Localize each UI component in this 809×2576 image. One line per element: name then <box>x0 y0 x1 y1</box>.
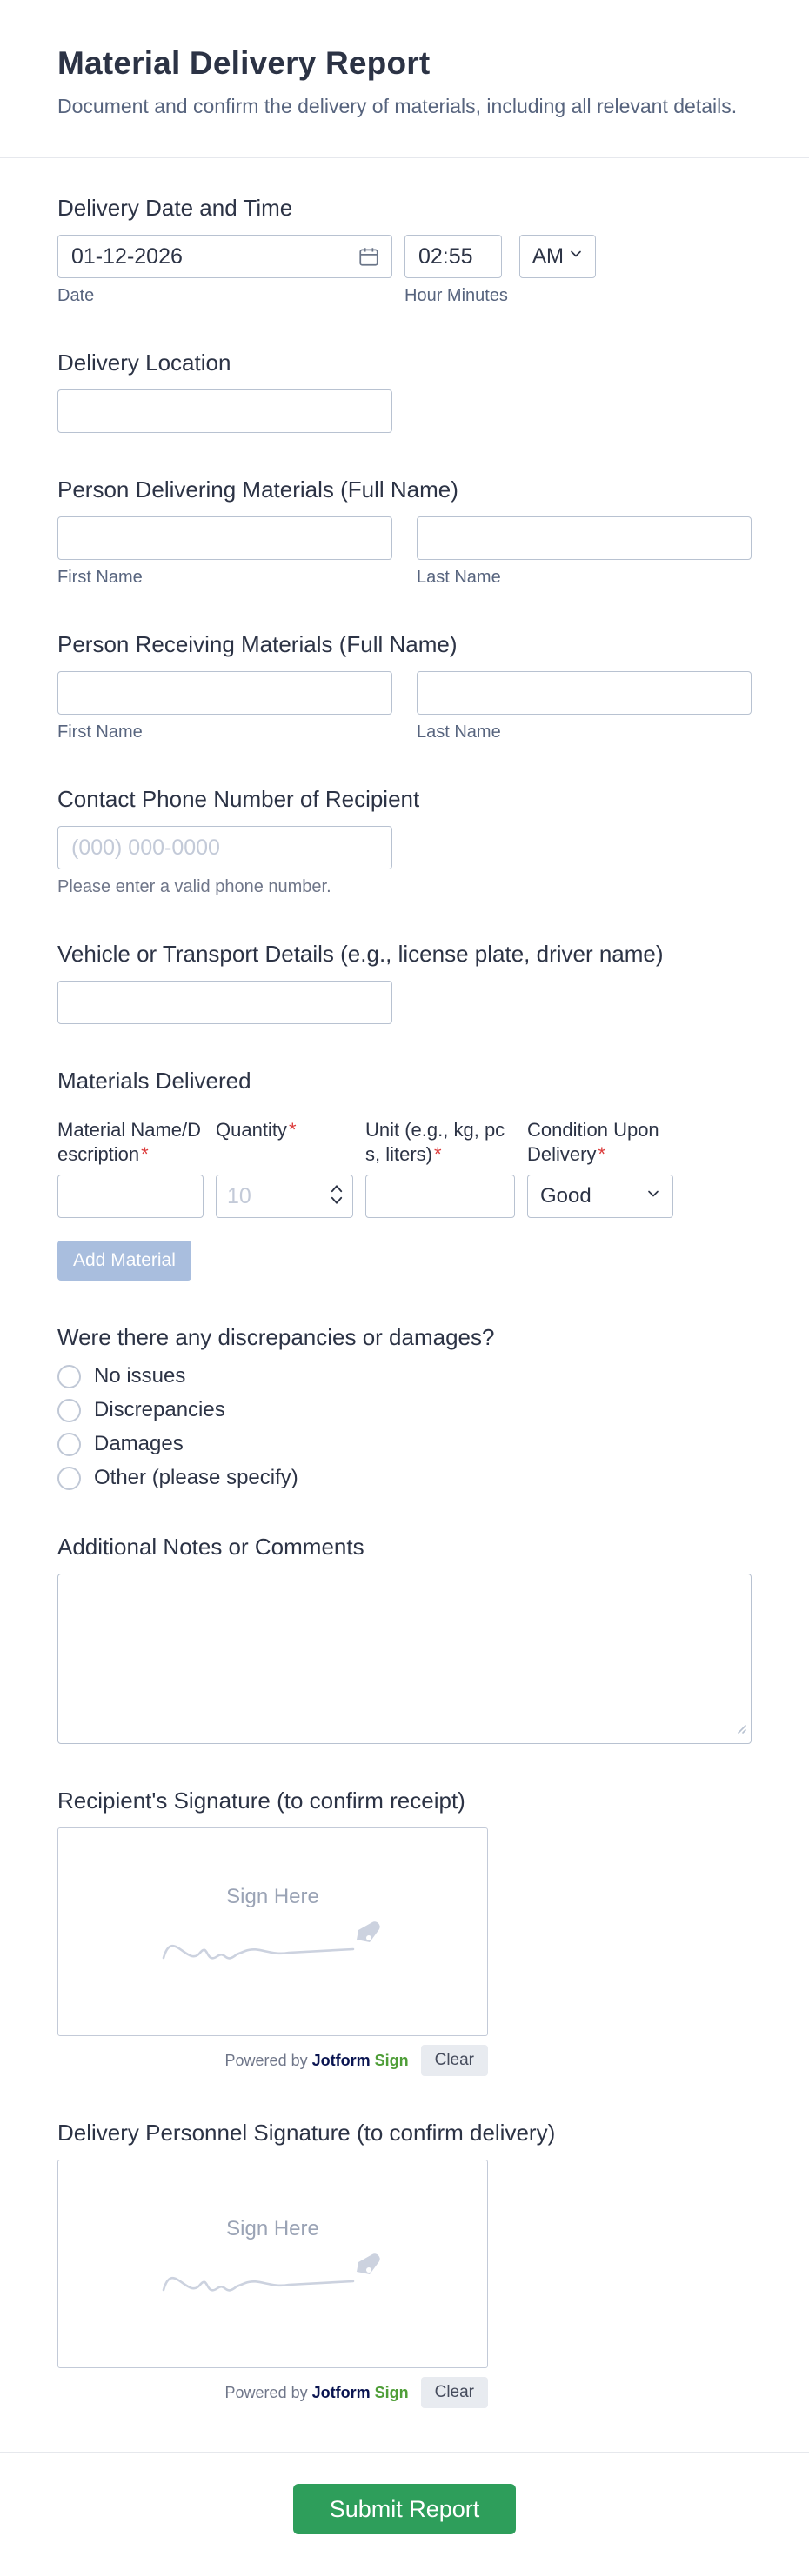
recipient-name-row <box>57 671 752 742</box>
question-recipient-signature <box>57 1787 752 2076</box>
clear-signature-button[interactable]: Clear <box>421 2045 488 2076</box>
deliverer-last-name-input[interactable] <box>417 516 752 560</box>
question-person-receiving <box>57 631 752 742</box>
recipient-signature-label: Recipient's Signature (to confirm receipt) <box>57 1787 465 1814</box>
condition-value: Good <box>540 1184 592 1208</box>
quantity-stepper[interactable] <box>329 1181 344 1208</box>
page-subtitle: Document and confirm the delivery of materials, including all relevant details. <box>57 95 738 117</box>
phone-label: Contact Phone Number of Recipient <box>57 786 420 812</box>
sign-brand: Sign <box>374 2383 409 2401</box>
location-input[interactable] <box>57 389 392 433</box>
pen-icon <box>357 2253 380 2274</box>
vehicle-label: Vehicle or Transport Details (e.g., license plate, driver name) <box>57 941 664 967</box>
form-header <box>0 0 809 157</box>
materials-col-condition: Condition Upon Delivery* <box>527 1119 659 1165</box>
ampm-field-group <box>519 235 596 278</box>
submit-row <box>0 2453 809 2576</box>
submit-report-button[interactable]: Submit Report <box>293 2484 517 2534</box>
calendar-icon[interactable] <box>358 245 380 272</box>
powered-by-text: Powered by Jotform Sign <box>224 2051 409 2069</box>
deliverer-first-name-input[interactable] <box>57 516 392 560</box>
radio-option-damages[interactable] <box>57 1432 752 1456</box>
time-sublabel: Hour Minutes <box>404 286 508 305</box>
chevron-down-icon <box>567 244 585 269</box>
question-materials-delivered <box>57 1068 752 1281</box>
material-name-input[interactable] <box>57 1175 204 1218</box>
datetime-row <box>57 235 752 306</box>
ampm-value: AM <box>532 244 564 268</box>
sign-here-row <box>214 1885 331 1909</box>
materials-input-row <box>57 1175 752 1218</box>
question-additional-notes <box>57 1534 752 1744</box>
materials-label: Materials Delivered <box>57 1068 251 1094</box>
deliverer-first-sublabel: First Name <box>57 568 143 587</box>
phone-helper-text: Please enter a valid phone number. <box>57 877 331 896</box>
spinner-down-icon[interactable] <box>329 1195 344 1208</box>
radio-label: Damages <box>94 1432 184 1455</box>
recipient-first-name-input[interactable] <box>57 671 392 715</box>
radio-label: Discrepancies <box>94 1398 225 1421</box>
question-contact-phone <box>57 786 752 897</box>
notes-wrap <box>57 1574 752 1744</box>
required-marker: * <box>288 1119 297 1141</box>
spinner-up-icon[interactable] <box>329 1181 344 1195</box>
clear-signature-button[interactable]: Clear <box>421 2377 488 2408</box>
required-marker: * <box>141 1143 149 1165</box>
date-input-wrap <box>57 235 392 278</box>
recipient-first-group <box>57 671 392 742</box>
recipient-last-sublabel: Last Name <box>417 722 501 742</box>
deliverer-label: Person Delivering Materials (Full Name) <box>57 476 458 503</box>
date-sublabel: Date <box>57 286 95 305</box>
add-material-button[interactable]: Add Material <box>57 1241 191 1281</box>
radio-button[interactable] <box>57 1433 81 1456</box>
notes-textarea[interactable] <box>57 1574 752 1744</box>
date-input[interactable] <box>57 235 392 278</box>
time-input[interactable] <box>404 235 502 278</box>
deliverer-name-row <box>57 516 752 588</box>
vehicle-input[interactable] <box>57 981 392 1024</box>
radio-label: Other (please specify) <box>94 1466 298 1489</box>
material-name-cell <box>57 1175 204 1218</box>
radio-label: No issues <box>94 1364 186 1388</box>
sign-here-row <box>214 2217 331 2241</box>
recipient-last-group <box>417 671 752 742</box>
deliverer-last-group <box>417 516 752 588</box>
radio-option-no-issues[interactable] <box>57 1364 752 1388</box>
material-unit-input[interactable] <box>365 1175 515 1218</box>
required-marker: * <box>598 1143 606 1165</box>
material-condition-cell <box>527 1175 673 1218</box>
materials-col-unit: Unit (e.g., kg, pcs, liters)* <box>365 1119 505 1165</box>
signature-footer <box>57 2377 488 2408</box>
deliverer-first-group <box>57 516 392 588</box>
recipient-first-sublabel: First Name <box>57 722 143 742</box>
question-person-delivering <box>57 476 752 588</box>
powered-by-text: Powered by Jotform Sign <box>224 2383 409 2401</box>
materials-header-row <box>57 1108 752 1175</box>
location-label: Delivery Location <box>57 349 231 376</box>
signature-squiggle <box>151 1911 395 1979</box>
materials-col-quantity: Quantity* <box>216 1119 297 1141</box>
radio-button[interactable] <box>57 1365 81 1388</box>
personnel-signature-label: Delivery Personnel Signature (to confirm delivery) <box>57 2120 556 2146</box>
time-field-group <box>404 235 508 306</box>
material-quantity-cell <box>216 1175 353 1218</box>
phone-input[interactable] <box>57 826 392 869</box>
sign-here-text: Sign Here <box>226 1885 319 1908</box>
recipient-signature-pad[interactable] <box>57 1827 488 2036</box>
form-body <box>0 158 809 2408</box>
deliverer-last-sublabel: Last Name <box>417 568 501 587</box>
sign-here-text: Sign Here <box>226 2217 319 2240</box>
page-title: Material Delivery Report <box>57 45 431 81</box>
question-delivery-personnel-signature <box>57 2120 752 2408</box>
question-discrepancies <box>57 1324 752 1490</box>
ampm-select[interactable] <box>519 235 596 278</box>
radio-button[interactable] <box>57 1467 81 1490</box>
material-unit-cell <box>365 1175 515 1218</box>
question-delivery-location <box>57 349 752 433</box>
signature-squiggle <box>151 2243 395 2311</box>
recipient-label: Person Receiving Materials (Full Name) <box>57 631 458 657</box>
recipient-last-name-input[interactable] <box>417 671 752 715</box>
datetime-label: Delivery Date and Time <box>57 195 293 221</box>
question-vehicle-details <box>57 941 752 1024</box>
radio-option-other[interactable] <box>57 1466 752 1490</box>
radio-option-discrepancies[interactable] <box>57 1398 752 1422</box>
signature-footer <box>57 2045 488 2076</box>
materials-col-name: Material Name/Description* <box>57 1119 202 1165</box>
sign-brand: Sign <box>374 2051 409 2069</box>
question-delivery-datetime <box>57 195 752 306</box>
chevron-down-icon <box>645 1184 662 1208</box>
discrepancies-label: Were there any discrepancies or damages? <box>57 1324 495 1350</box>
date-field-group <box>57 235 392 306</box>
radio-button[interactable] <box>57 1399 81 1422</box>
required-marker: * <box>434 1143 442 1165</box>
jotform-brand: Jotform <box>311 2383 375 2401</box>
condition-select[interactable] <box>527 1175 673 1218</box>
jotform-brand: Jotform <box>311 2051 375 2069</box>
notes-label: Additional Notes or Comments <box>57 1534 364 1560</box>
personnel-signature-pad[interactable] <box>57 2160 488 2368</box>
pen-icon <box>357 1921 380 1942</box>
